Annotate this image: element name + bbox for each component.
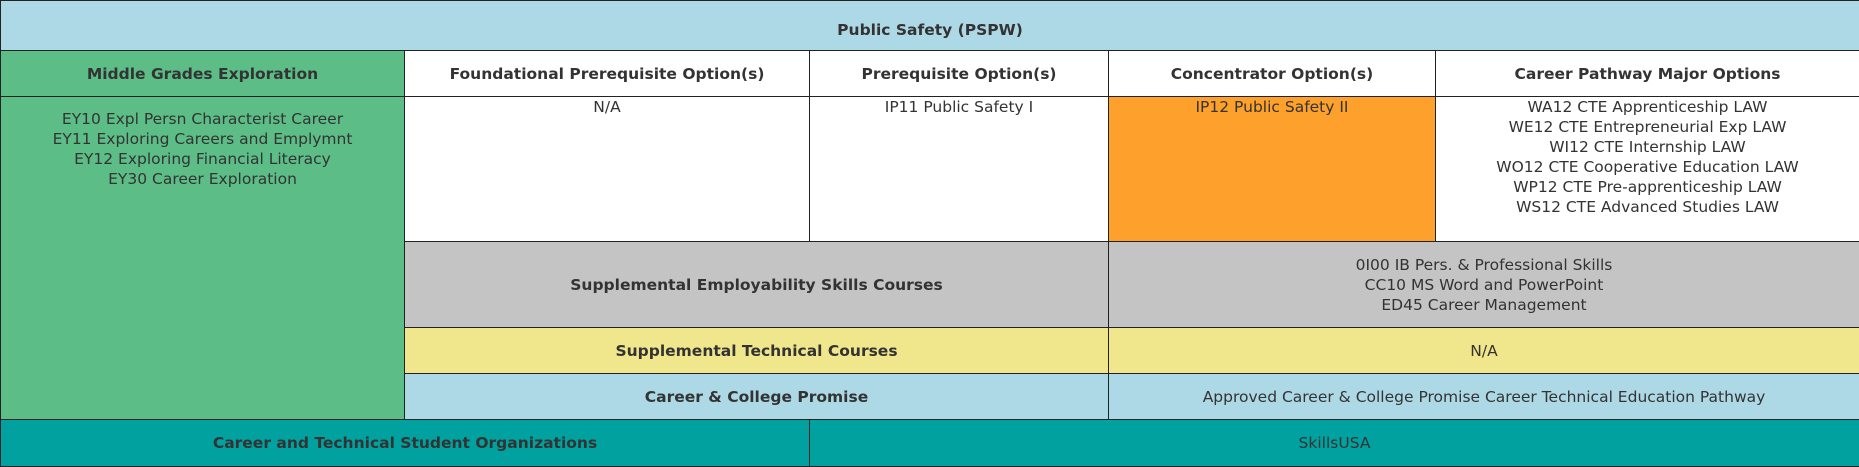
course-item: N/A — [405, 97, 809, 117]
header-prerequisite: Prerequisite Option(s) — [810, 51, 1109, 97]
concentrator-courses — [1109, 97, 1436, 242]
ctso-label: Career and Technical Student Organizations — [1, 420, 810, 467]
supplemental-technical-value: N/A — [1109, 328, 1859, 374]
supplemental-technical-label: Supplemental Technical Courses — [405, 328, 1109, 374]
page-title: Public Safety (PSPW) — [1, 1, 1859, 51]
course-item: IP11 Public Safety I — [810, 97, 1108, 117]
course-item: EY30 Career Exploration — [1, 169, 404, 189]
foundational-courses — [405, 97, 810, 242]
header-middle-grades: Middle Grades Exploration — [1, 51, 405, 97]
supplemental-employability-label: Supplemental Employability Skills Courses — [405, 242, 1109, 328]
course-item: WE12 CTE Entrepreneurial Exp LAW — [1436, 117, 1859, 137]
header-career-pathway: Career Pathway Major Options — [1436, 51, 1859, 97]
header-concentrator: Concentrator Option(s) — [1109, 51, 1436, 97]
course-item: IP12 Public Safety II — [1109, 97, 1435, 117]
course-item: WA12 CTE Apprenticeship LAW — [1436, 97, 1859, 117]
course-item: 0I00 IB Pers. & Professional Skills — [1109, 255, 1859, 275]
course-item: WS12 CTE Advanced Studies LAW — [1436, 197, 1859, 217]
course-item: EY11 Exploring Careers and Emplymnt — [1, 129, 404, 149]
supplemental-employability-courses — [1109, 242, 1859, 328]
course-item: CC10 MS Word and PowerPoint — [1109, 275, 1859, 295]
header-foundational: Foundational Prerequisite Option(s) — [405, 51, 810, 97]
prerequisite-courses — [810, 97, 1109, 242]
course-item: EY10 Expl Persn Characterist Career — [1, 109, 404, 129]
course-item: EY12 Exploring Financial Literacy — [1, 149, 404, 169]
course-item: ED45 Career Management — [1109, 295, 1859, 315]
course-item: WO12 CTE Cooperative Education LAW — [1436, 157, 1859, 177]
course-item: WI12 CTE Internship LAW — [1436, 137, 1859, 157]
ctso-value: SkillsUSA — [810, 420, 1859, 467]
middle-grades-courses — [1, 97, 405, 420]
career-college-promise-value: Approved Career & College Promise Career Technical Education Pathway — [1109, 374, 1859, 420]
career-college-promise-label: Career & College Promise — [405, 374, 1109, 420]
career-pathway-courses — [1436, 97, 1859, 242]
course-item: WP12 CTE Pre-apprenticeship LAW — [1436, 177, 1859, 197]
